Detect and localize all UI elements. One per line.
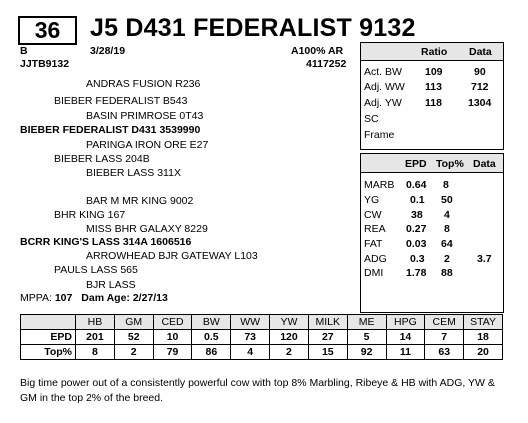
pedigree-dd: PAULS LASS 565 <box>54 264 138 276</box>
data-col-header: Data <box>473 158 496 170</box>
top-cell: 20 <box>464 345 503 360</box>
carcass-box <box>360 153 504 313</box>
ratio-row-ratio: 109 <box>425 66 443 78</box>
top-percent-row <box>21 345 503 360</box>
header-cell: WW <box>231 315 270 330</box>
ratio-row-label: Act. BW <box>364 66 402 78</box>
breed-percent: A100% AR <box>291 45 344 57</box>
header-cell: HPG <box>386 315 425 330</box>
top-cell: 63 <box>425 345 464 360</box>
epd-cell: 73 <box>231 330 270 345</box>
carcass-row-epd: 0.3 <box>410 253 425 265</box>
carcass-row-epd: 0.03 <box>406 238 427 250</box>
pedigree-sss: ANDRAS FUSION R236 <box>86 78 201 90</box>
pedigree-ddd: BJR LASS <box>86 279 136 291</box>
pedigree-sds: PARINGA IRON ORE E27 <box>86 139 209 151</box>
epd-cell: 27 <box>308 330 347 345</box>
birth-date: 3/28/19 <box>90 45 126 57</box>
epd-row-label: EPD <box>21 330 76 345</box>
epd-cell: 201 <box>76 330 115 345</box>
ratio-row-label: Adj. YW <box>364 97 402 109</box>
top-cell: 11 <box>386 345 425 360</box>
top-cell: 2 <box>114 345 153 360</box>
carcass-row-top: 88 <box>441 267 453 279</box>
ratio-row-ratio: 118 <box>425 97 442 109</box>
header-cell: CEM <box>425 315 464 330</box>
header-cell: STAY <box>464 315 503 330</box>
carcass-row-label: CW <box>364 209 382 221</box>
tattoo: JJTB9132 <box>20 58 70 70</box>
pedigree-ds: BHR KING 167 <box>54 209 126 221</box>
dam-age: Dam Age: 2/27/13 <box>81 292 168 304</box>
epd-cell: 14 <box>386 330 425 345</box>
top-row-label: Top% <box>21 345 76 360</box>
carcass-row-top: 4 <box>444 209 450 221</box>
pedigree-sire: BIEBER FEDERALIST D431 3539990 <box>20 124 201 136</box>
carcass-row-epd: 0.64 <box>406 179 427 191</box>
carcass-row-top: 8 <box>443 179 449 191</box>
registration-number: 4117252 <box>306 58 347 70</box>
pedigree-sd: BIEBER LASS 204B <box>54 153 150 165</box>
carcass-row-label: YG <box>364 194 380 206</box>
pedigree-dsd: MISS BHR GALAXY 8229 <box>86 223 208 235</box>
animal-name: J5 D431 FEDERALIST 9132 <box>90 14 416 42</box>
sex: B <box>20 45 28 57</box>
carcass-row-top: 2 <box>444 253 450 265</box>
ratio-box <box>360 42 504 150</box>
header-cell: ME <box>347 315 386 330</box>
ratio-row-label: SC <box>364 113 379 125</box>
epd-cell: 18 <box>464 330 503 345</box>
epd-header-row <box>21 315 503 330</box>
epd-value-row <box>21 330 503 345</box>
ratio-row-ratio: 113 <box>425 81 442 93</box>
header-cell: YW <box>270 315 309 330</box>
carcass-row-label: DMI <box>364 267 384 279</box>
pedigree-dds: ARROWHEAD BJR GATEWAY L103 <box>86 250 258 262</box>
carcass-row-epd: 0.27 <box>406 223 427 235</box>
mppa-label: MPPA: <box>20 292 52 304</box>
carcass-row-top: 8 <box>444 223 450 235</box>
epd-cell: 7 <box>425 330 464 345</box>
top-cell: 92 <box>347 345 386 360</box>
header-cell: GM <box>114 315 153 330</box>
ratio-row-data: 90 <box>474 66 486 78</box>
pedigree-sdd: BIEBER LASS 311X <box>86 167 181 179</box>
pedigree-dam: BCRR KING'S LASS 314A 1606516 <box>20 236 192 248</box>
pedigree-ss: BIEBER FEDERALIST B543 <box>54 95 188 107</box>
epd-cell: 120 <box>270 330 309 345</box>
epd-cell: 52 <box>114 330 153 345</box>
header-cell: HB <box>76 315 115 330</box>
ratio-row-label: Adj. WW <box>364 81 405 93</box>
carcass-row-top: 64 <box>441 238 453 250</box>
mppa-row <box>20 292 168 304</box>
carcass-row-data: 3.7 <box>477 253 492 265</box>
mppa-value: 107 <box>54 292 73 304</box>
data-col-header: Data <box>469 46 492 58</box>
top-cell: 15 <box>308 345 347 360</box>
epd-cell: 10 <box>153 330 192 345</box>
epd-cell: 0.5 <box>192 330 231 345</box>
ratio-row-label: Frame <box>364 129 395 141</box>
carcass-row-epd: 38 <box>411 209 423 221</box>
header-cell: BW <box>192 315 231 330</box>
ratio-row-data: 1304 <box>468 97 492 109</box>
pedigree-ssd: BASIN PRIMROSE 0T43 <box>86 110 204 122</box>
carcass-row-epd: 1.78 <box>406 267 427 279</box>
comment-text: Big time power out of a consistently powerful cow with top 8% Marbling, Ribeye & HB with ADG, YW & GM in the top 2% of the breed. <box>20 377 495 404</box>
ratio-col-header: Ratio <box>421 46 448 58</box>
epd-cell: 5 <box>347 330 386 345</box>
carcass-row-label: REA <box>364 223 386 235</box>
top-cell: 2 <box>270 345 309 360</box>
header-cell: MILK <box>308 315 347 330</box>
top-col-header: Top% <box>436 158 464 170</box>
top-cell: 86 <box>192 345 231 360</box>
epd-col-header: EPD <box>405 158 427 170</box>
top-cell: 4 <box>231 345 270 360</box>
top-cell: 8 <box>76 345 115 360</box>
epd-table <box>20 314 503 360</box>
carcass-row-epd: 0.1 <box>410 194 425 206</box>
header-cell: CED <box>153 315 192 330</box>
top-cell: 79 <box>153 345 192 360</box>
lot-number: 36 <box>18 16 77 45</box>
carcass-row-top: 50 <box>441 194 453 206</box>
carcass-row-label: MARB <box>364 179 395 191</box>
carcass-row-label: ADG <box>364 253 387 265</box>
header-blank <box>21 315 76 330</box>
ratio-row-data: 712 <box>471 81 489 93</box>
carcass-row-label: FAT <box>364 238 383 250</box>
pedigree-dss: BAR M MR KING 9002 <box>86 195 194 207</box>
